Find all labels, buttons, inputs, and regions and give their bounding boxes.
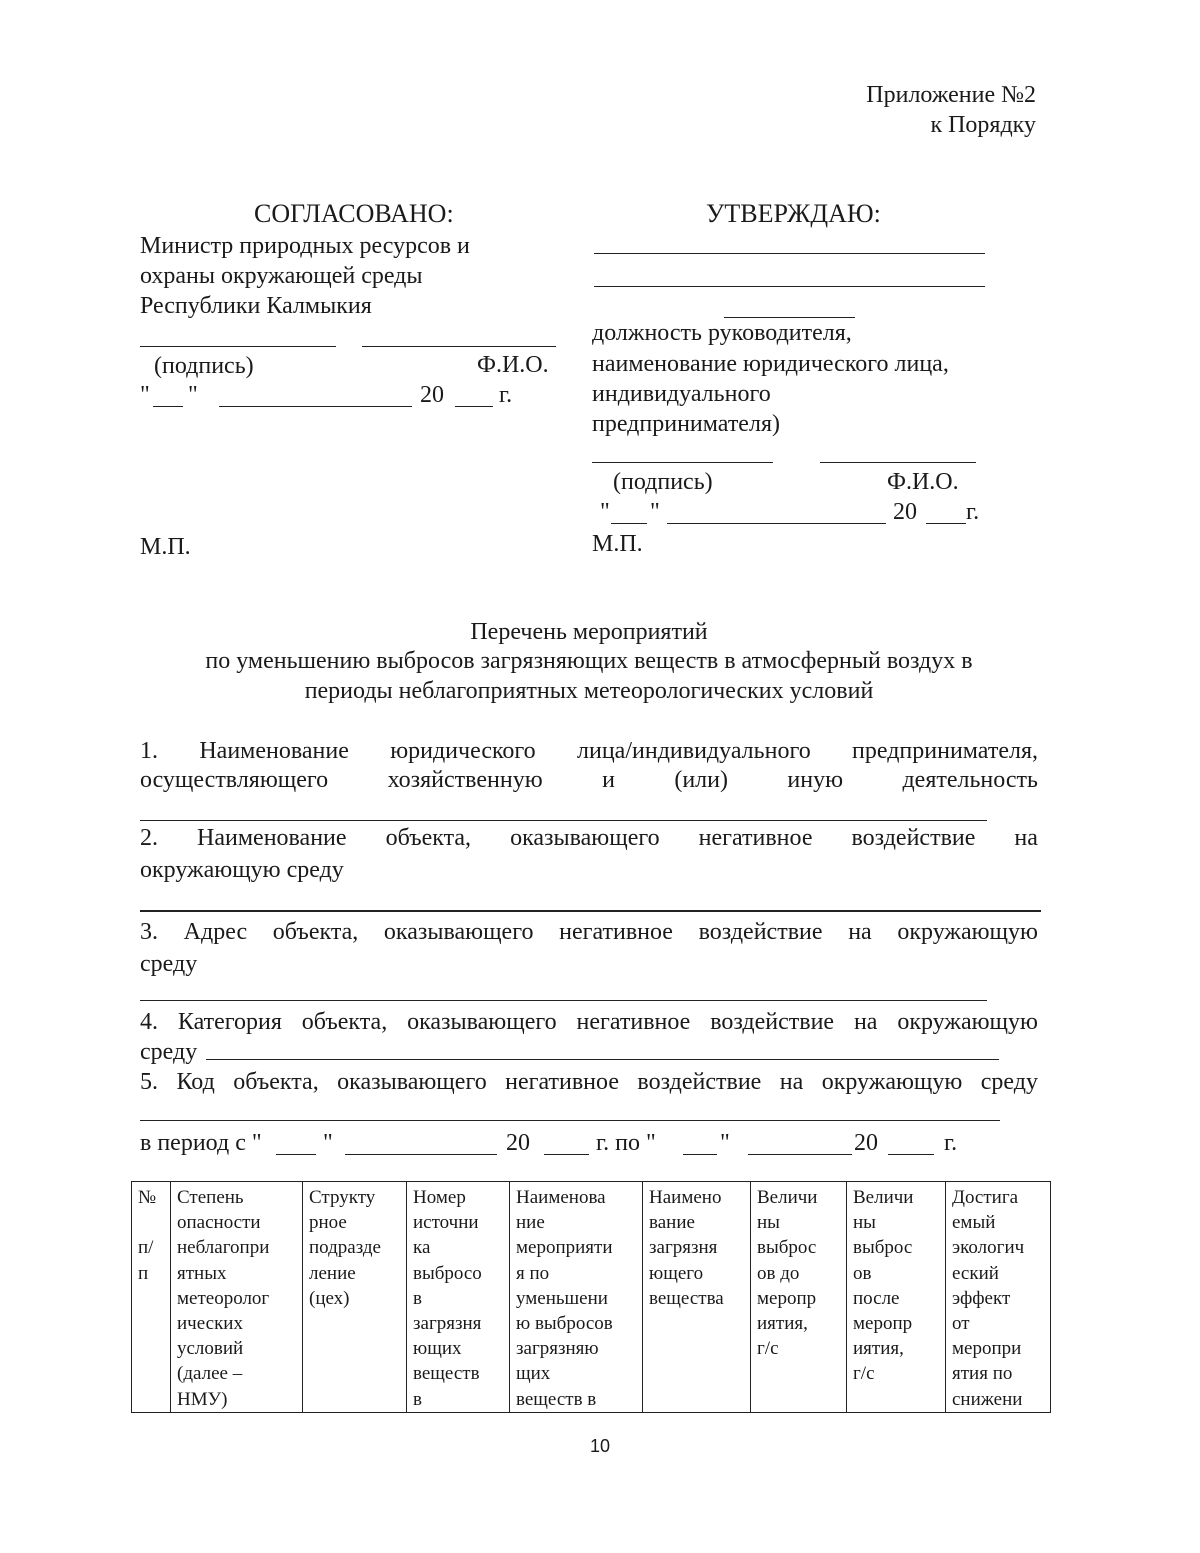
agreed-line-2: охраны окружающей среды bbox=[140, 263, 423, 289]
item-2-fill-line bbox=[140, 910, 1041, 912]
item-1-line-1: 1. Наименование юридического лица/индивидуального предпринимателя, bbox=[140, 738, 1038, 764]
date-month-line bbox=[667, 523, 886, 524]
date-quote-open: " bbox=[140, 382, 150, 408]
period-prefix: в период с " bbox=[140, 1130, 262, 1156]
item-1-line-2: осуществляющего хозяйственную и (или) иную деятельность bbox=[140, 767, 1038, 793]
signature-label: (подпись) bbox=[154, 353, 254, 379]
item-2-line-2: окружающую среду bbox=[140, 857, 344, 883]
heading-line-1: Перечень мероприятий bbox=[470, 619, 708, 645]
signature-line bbox=[140, 346, 336, 347]
col-emission-after-header: Величи ны выброс ов после меропр иятия, г/с bbox=[847, 1182, 946, 1413]
date-year-prefix: 20 bbox=[420, 382, 444, 408]
approve-desc-3: индивидуального bbox=[592, 381, 771, 407]
date-quote-close: " bbox=[188, 382, 198, 408]
heading-line-3: периоды неблагоприятных метеорологических условий bbox=[304, 678, 874, 704]
period-quote-1: " bbox=[323, 1130, 333, 1156]
period-day-2-line bbox=[683, 1154, 717, 1155]
name-label: Ф.И.О. bbox=[477, 352, 549, 378]
item-4-fill-line bbox=[206, 1059, 999, 1060]
col-nmu-degree-header: Степень опасности неблагопри ятных метеоролог ических условий (далее – НМУ) bbox=[171, 1182, 303, 1413]
approve-desc-1: должность руководителя, bbox=[592, 320, 852, 346]
date-month-line bbox=[219, 406, 412, 407]
measures-table bbox=[131, 1181, 1051, 1413]
period-mid: г. по " bbox=[596, 1130, 656, 1156]
period-quote-2: " bbox=[720, 1130, 730, 1156]
period-year-2: 20 bbox=[854, 1130, 878, 1156]
col-number-header: № п/ п bbox=[132, 1182, 171, 1413]
date-day-line bbox=[611, 523, 647, 524]
item-3-fill-line bbox=[140, 1000, 987, 1001]
approve-title: УТВЕРЖДАЮ: bbox=[706, 199, 881, 228]
col-effect-header: Достига емый экологич еский эффект от меропри ятия по снижени bbox=[946, 1182, 1051, 1413]
date-quote-close: " bbox=[650, 499, 660, 525]
date-year-line bbox=[926, 523, 966, 524]
item-4-line-1: 4. Категория объекта, оказывающего негативное воздействие на окружающую bbox=[140, 1009, 1038, 1035]
page-number: 10 bbox=[589, 1436, 611, 1456]
item-4-line-2: среду bbox=[140, 1039, 198, 1065]
date-year-prefix: 20 bbox=[893, 499, 917, 525]
item-5-line-1: 5. Код объекта, оказывающего негативное воздействие на окружающую среду bbox=[140, 1069, 1038, 1095]
name-line bbox=[362, 346, 556, 347]
approve-line-1 bbox=[594, 253, 985, 254]
period-day-1-line bbox=[276, 1154, 316, 1155]
date-day-line bbox=[153, 406, 183, 407]
name-label: Ф.И.О. bbox=[887, 469, 959, 495]
agreed-line-1: Министр природных ресурсов и bbox=[140, 233, 470, 259]
item-3-line-1: 3. Адрес объекта, оказывающего негативное воздействие на окружающую bbox=[140, 919, 1038, 945]
col-substance-header: Наимено вание загрязня ющего вещества bbox=[643, 1182, 751, 1413]
appendix-reference: к Порядку bbox=[930, 112, 1036, 138]
period-month-1-line bbox=[345, 1154, 497, 1155]
period-suffix: г. bbox=[944, 1130, 958, 1156]
date-quote-open: " bbox=[600, 499, 610, 525]
item-3-line-2: среду bbox=[140, 951, 198, 977]
col-department-header: Структу рное подразде ление (цех) bbox=[303, 1182, 407, 1413]
approve-desc-4: предпринимателя) bbox=[592, 411, 780, 437]
col-emission-before-header: Величи ны выброс ов до меропр иятия, г/с bbox=[751, 1182, 847, 1413]
period-year-2-line bbox=[888, 1154, 934, 1155]
agreed-line-3: Республики Калмыкия bbox=[140, 293, 372, 319]
agreed-title: СОГЛАСОВАНО: bbox=[254, 199, 454, 228]
date-year-suffix: г. bbox=[966, 499, 980, 525]
name-line bbox=[820, 462, 976, 463]
period-year-1-line bbox=[544, 1154, 589, 1155]
col-measure-name-header: Наименова ние мероприяти я по уменьшени ю выбросов загрязняю щих веществ в bbox=[510, 1182, 643, 1413]
signature-line bbox=[592, 462, 773, 463]
item-2-line-1: 2. Наименование объекта, оказывающего негативное воздействие на bbox=[140, 825, 1038, 851]
col-source-number-header: Номер источни ка выбросо в загрязня ющих веществ в bbox=[407, 1182, 510, 1413]
item-5-fill-line bbox=[140, 1120, 1000, 1121]
item-1-fill-line bbox=[140, 820, 987, 821]
table-header-row bbox=[132, 1182, 1051, 1413]
period-month-2-line bbox=[748, 1154, 852, 1155]
signature-label: (подпись) bbox=[613, 469, 713, 495]
heading-line-2: по уменьшению выбросов загрязняющих веществ в атмосферный воздух в bbox=[205, 648, 973, 674]
date-year-suffix: г. bbox=[499, 382, 513, 408]
approve-line-2 bbox=[594, 286, 985, 287]
appendix-number: Приложение №2 bbox=[866, 82, 1036, 108]
approve-desc-2: наименование юридического лица, bbox=[592, 351, 949, 377]
stamp-right: М.П. bbox=[592, 531, 643, 557]
period-year-1: 20 bbox=[506, 1130, 530, 1156]
date-year-line bbox=[455, 406, 493, 407]
stamp-left: М.П. bbox=[140, 534, 191, 560]
